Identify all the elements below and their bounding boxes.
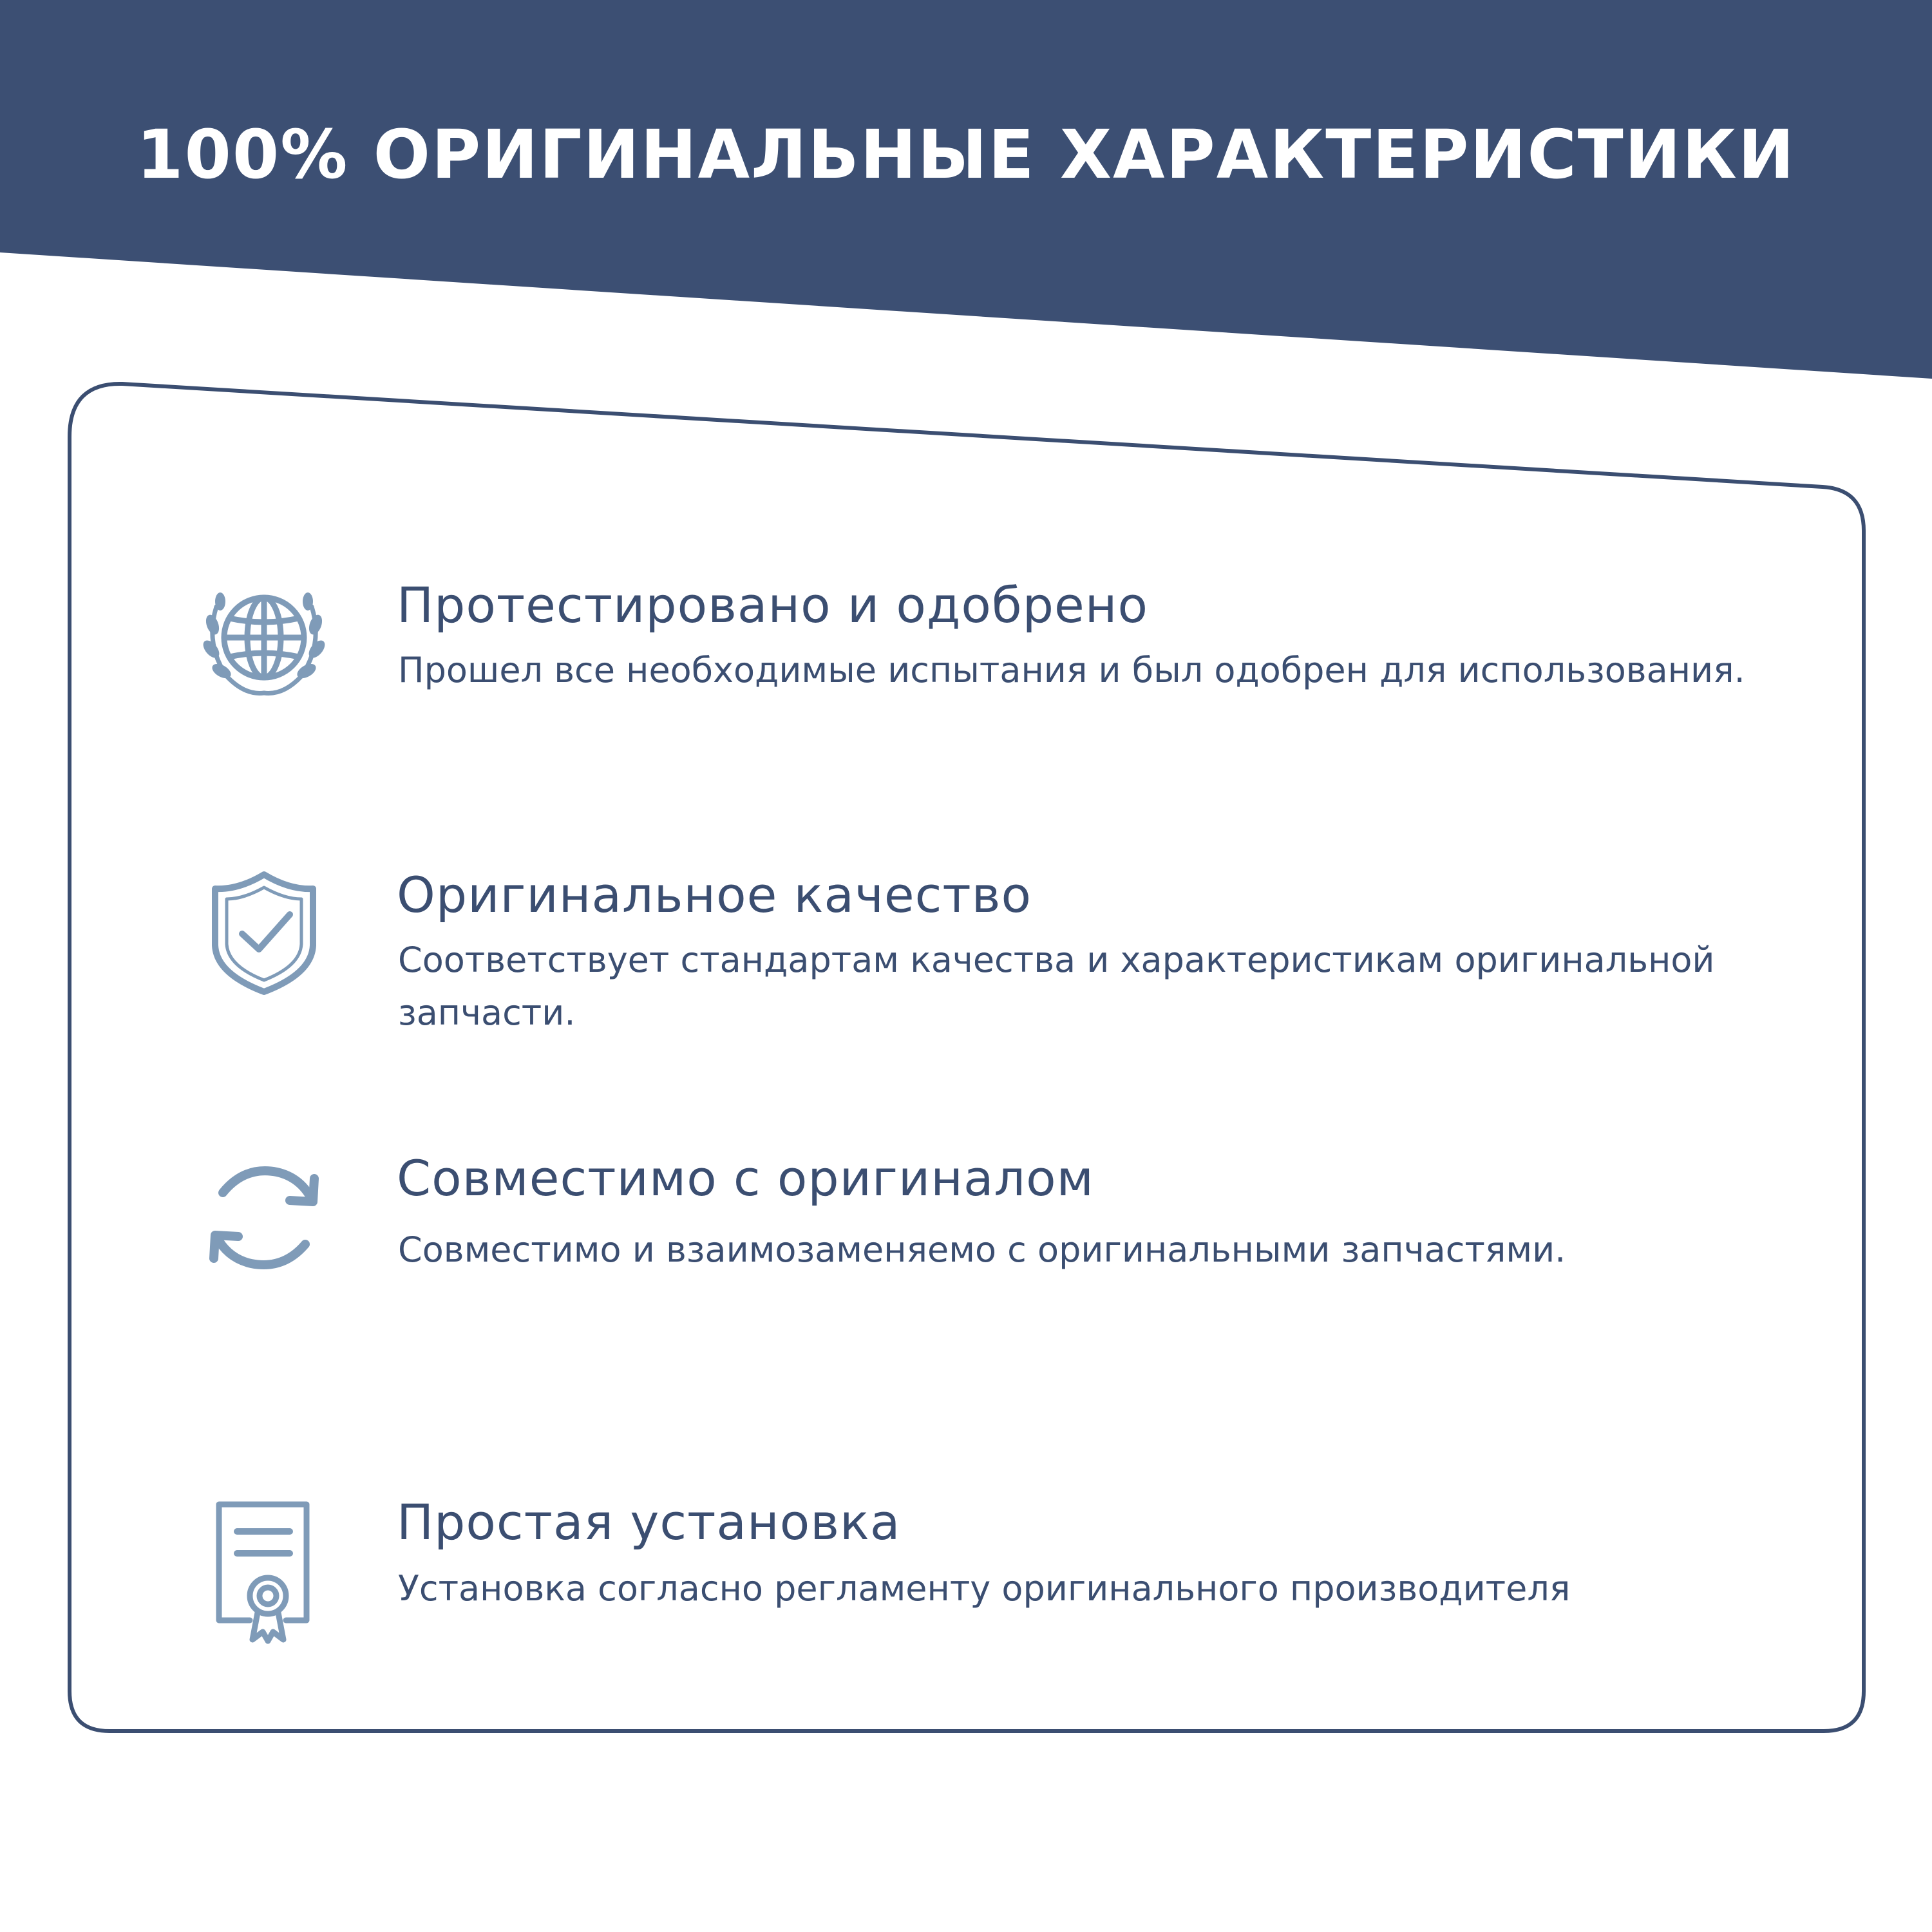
feature-heading: Совместимо с оригиналом — [397, 1150, 1094, 1207]
feature-heading: Оригинальное качество — [397, 866, 1032, 923]
page-title: 100% ОРИГИНАЛЬНЫЕ ХАРАКТЕРИСТИКИ — [137, 115, 1795, 194]
feature-description: Соответствует стандартам качества и характеристикам оригинальной запчасти. — [398, 940, 1715, 1033]
shield-check-icon — [193, 863, 335, 1005]
globe-laurel-icon — [193, 573, 335, 715]
feature-heading: Протестировано и одобрено — [397, 576, 1148, 634]
feature-heading: Простая установка — [397, 1493, 901, 1551]
feature-description: Совместимо и взаимозаменяемо с оригинальными запчастями. — [398, 1229, 1566, 1270]
refresh-arrows-icon — [193, 1146, 335, 1288]
feature-description: Прошел все необходимые испытания и был одобрен для использования. — [398, 650, 1745, 690]
feature-description: Установка согласно регламенту оригинального производителя — [398, 1568, 1571, 1609]
certificate-icon — [193, 1494, 335, 1649]
